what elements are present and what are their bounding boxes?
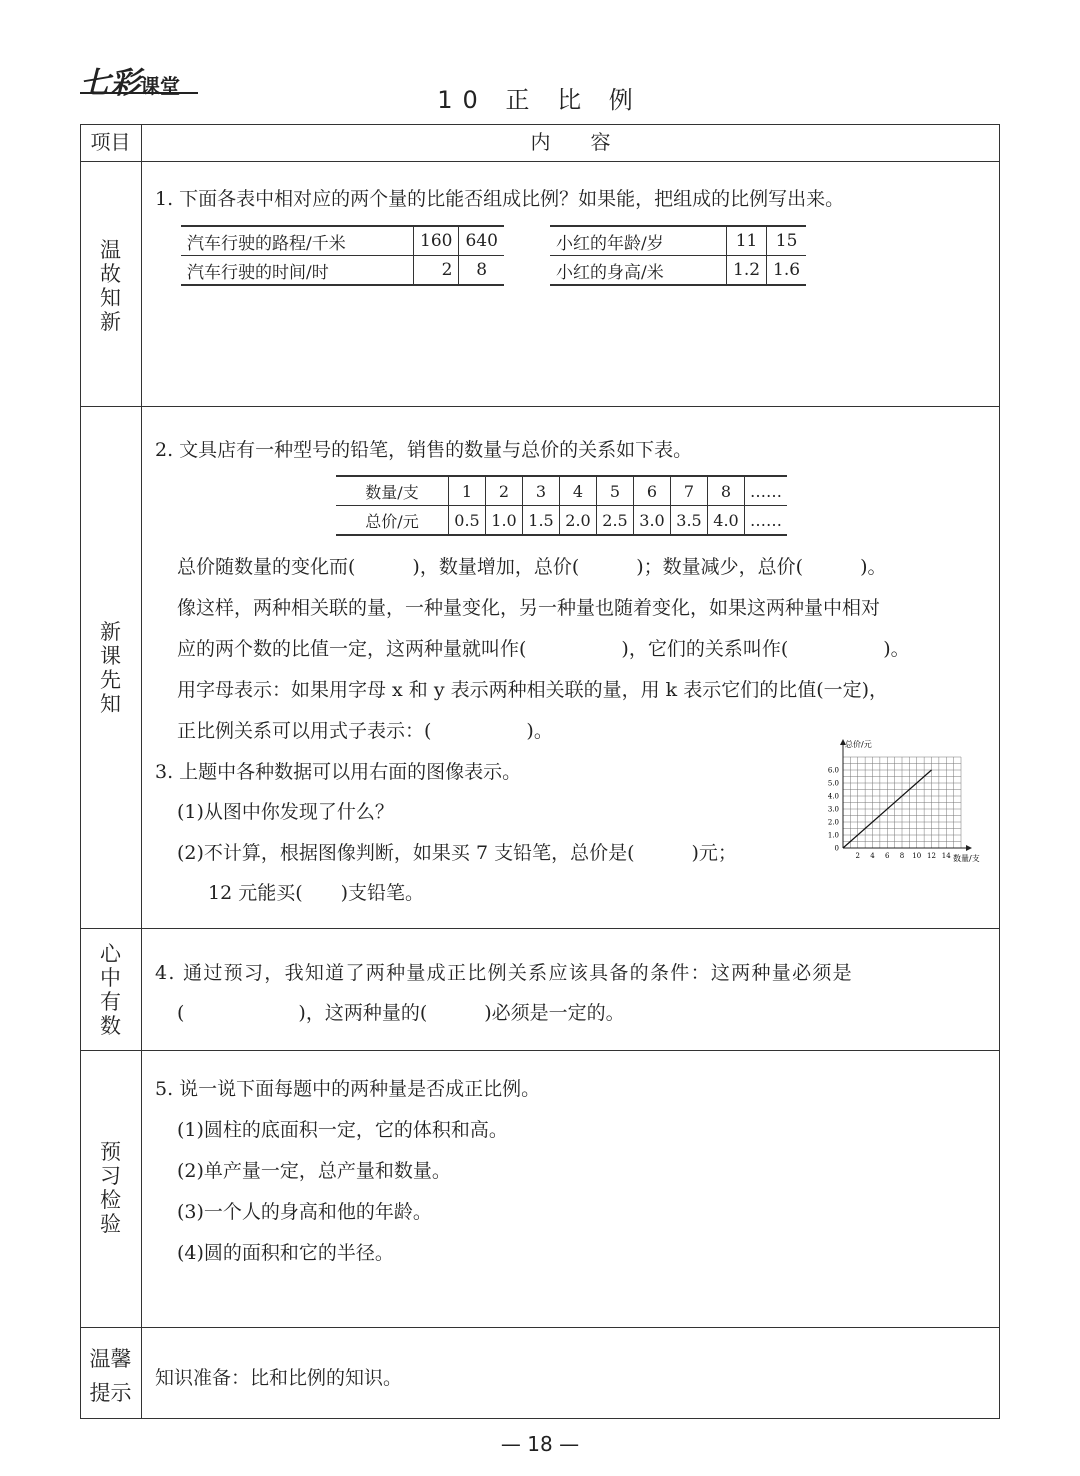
question-5: 5. 说一说下面每题中的两种量是否成正比例。 [155, 1078, 541, 1100]
question-4-line-1: 4. 通过预习，我知道了两种量成正比例关系应该具备的条件：这两种量必须是 [155, 962, 853, 984]
question-3: 3. 上题中各种数据可以用右面的图像表示。 [155, 761, 522, 783]
page-number: — 18 — [500, 1432, 580, 1456]
q2-line-5: 正比例关系可以用式子表示：( )。 [177, 720, 553, 742]
table-cell: 8 [708, 476, 745, 506]
section-label-check: 预 习 检 验 [100, 1140, 121, 1236]
x-tick-label: 4 [870, 852, 875, 860]
section-label-tip: 温馨 提示 [89, 1347, 132, 1405]
row-divider [80, 1327, 1000, 1328]
q2-line-2: 像这样，两种相关联的量，一种量变化，另一种量也随着变化，如果这两种量中相对 [177, 597, 881, 619]
question-2: 2. 文具店有一种型号的铅笔，销售的数量与总价的关系如下表。 [155, 439, 693, 461]
q5-item-3: (3)一个人的身高和他的年龄。 [177, 1201, 432, 1223]
x-tick-label: 14 [941, 852, 951, 860]
q3-sub-1: (1)从图中你发现了什么？ [177, 801, 394, 823]
tip-text: 知识准备：比和比例的知识。 [155, 1367, 403, 1389]
brand-logo: 七彩课堂 [80, 66, 180, 101]
x-tick-label: 2 [855, 852, 860, 860]
price-quantity-chart [815, 736, 995, 868]
q5-item-1: (1)圆柱的底面积一定，它的体积和高。 [177, 1119, 508, 1141]
table-cell: 3.5 [671, 506, 708, 536]
row-divider [80, 161, 1000, 162]
table-row-header: 数量/支 [365, 482, 419, 502]
table-cell: 3.0 [634, 506, 671, 536]
x-tick-label: 8 [899, 852, 905, 860]
question-1: 1. 下面各表中相对应的两个量的比能否组成比例？如果能，把组成的比例写出来。 [155, 188, 845, 210]
y-tick-label: 6.0 [827, 766, 839, 775]
table-cell: 3 [523, 476, 560, 506]
section-label-summary: 心 中 有 数 [100, 942, 121, 1038]
q5-item-4: (4)圆的面积和它的半径。 [177, 1242, 394, 1264]
table-distance-time: 汽车行驶的路程/千米 160 640 汽车行驶的时间/时 2 8 [181, 225, 504, 286]
x-tick-label: 12 [927, 852, 936, 860]
table-cell: 0.5 [449, 506, 486, 536]
section-label-new-lesson: 新 课 先 知 [100, 620, 121, 716]
y-tick-label: 3.0 [827, 805, 839, 814]
table-cell: 1.0 [486, 506, 523, 536]
q2-line-3: 应的两个数的比值一定，这两种量就叫作( )，它们的关系叫作( )。 [177, 638, 910, 660]
table-cell: 4 [560, 476, 597, 506]
column-divider [141, 124, 142, 1419]
y-tick-label: 4.0 [827, 792, 839, 801]
table-cell: 2.0 [560, 506, 597, 536]
y-axis-label: 总价/元 [845, 740, 872, 749]
table-cell: …… [745, 506, 788, 536]
x-axis-label: 数量/支 [953, 854, 980, 863]
q3-sub-2: (2)不计算，根据图像判断，如果买 7 支铅笔，总价是( )元； [177, 842, 737, 864]
header-item: 项目 [90, 130, 131, 154]
section-label-review: 温 故 知 新 [100, 238, 121, 334]
row-divider [80, 1050, 1000, 1051]
table-pencil-price [336, 475, 787, 536]
q5-item-2: (2)单产量一定，总产量和数量。 [177, 1160, 451, 1182]
header-content: 内 容 [530, 130, 611, 154]
question-4-line-2: ( )，这两种量的( )必须是一定的。 [177, 1002, 625, 1024]
y-tick-label: 2.0 [827, 818, 839, 827]
q2-line-4: 用字母表示：如果用字母 x 和 y 表示两种相关联的量，用 k 表示它们的比值(一定)， [177, 679, 889, 701]
row-divider [80, 928, 1000, 929]
table-row-header: 总价/元 [365, 511, 419, 531]
table-cell: 4.0 [708, 506, 745, 536]
q3-sub-3: 12 元能买( )支铅笔。 [208, 882, 425, 904]
row-divider [80, 406, 1000, 407]
y-tick-label: 1.0 [827, 831, 839, 840]
table-cell: 2 [486, 476, 523, 506]
table-cell: 5 [597, 476, 634, 506]
table-cell: 1 [449, 476, 486, 506]
y-tick-label: 0 [834, 844, 839, 853]
y-tick-label: 5.0 [827, 779, 839, 788]
x-axis-arrow [966, 845, 972, 851]
page-title: 10 正 比 例 [437, 86, 643, 114]
table-age-height: 小红的年龄/岁 11 15 小红的身高/米 1.2 1.6 [550, 225, 806, 286]
table-cell: …… [745, 476, 788, 506]
table-cell: 1.5 [523, 506, 560, 536]
table-cell: 6 [634, 476, 671, 506]
table-cell: 2.5 [597, 506, 634, 536]
table-cell: 7 [671, 476, 708, 506]
x-tick-label: 6 [885, 852, 890, 860]
q2-line-1: 总价随数量的变化而( )，数量增加，总价( )；数量减少，总价( )。 [177, 556, 887, 578]
x-tick-label: 10 [912, 852, 922, 860]
